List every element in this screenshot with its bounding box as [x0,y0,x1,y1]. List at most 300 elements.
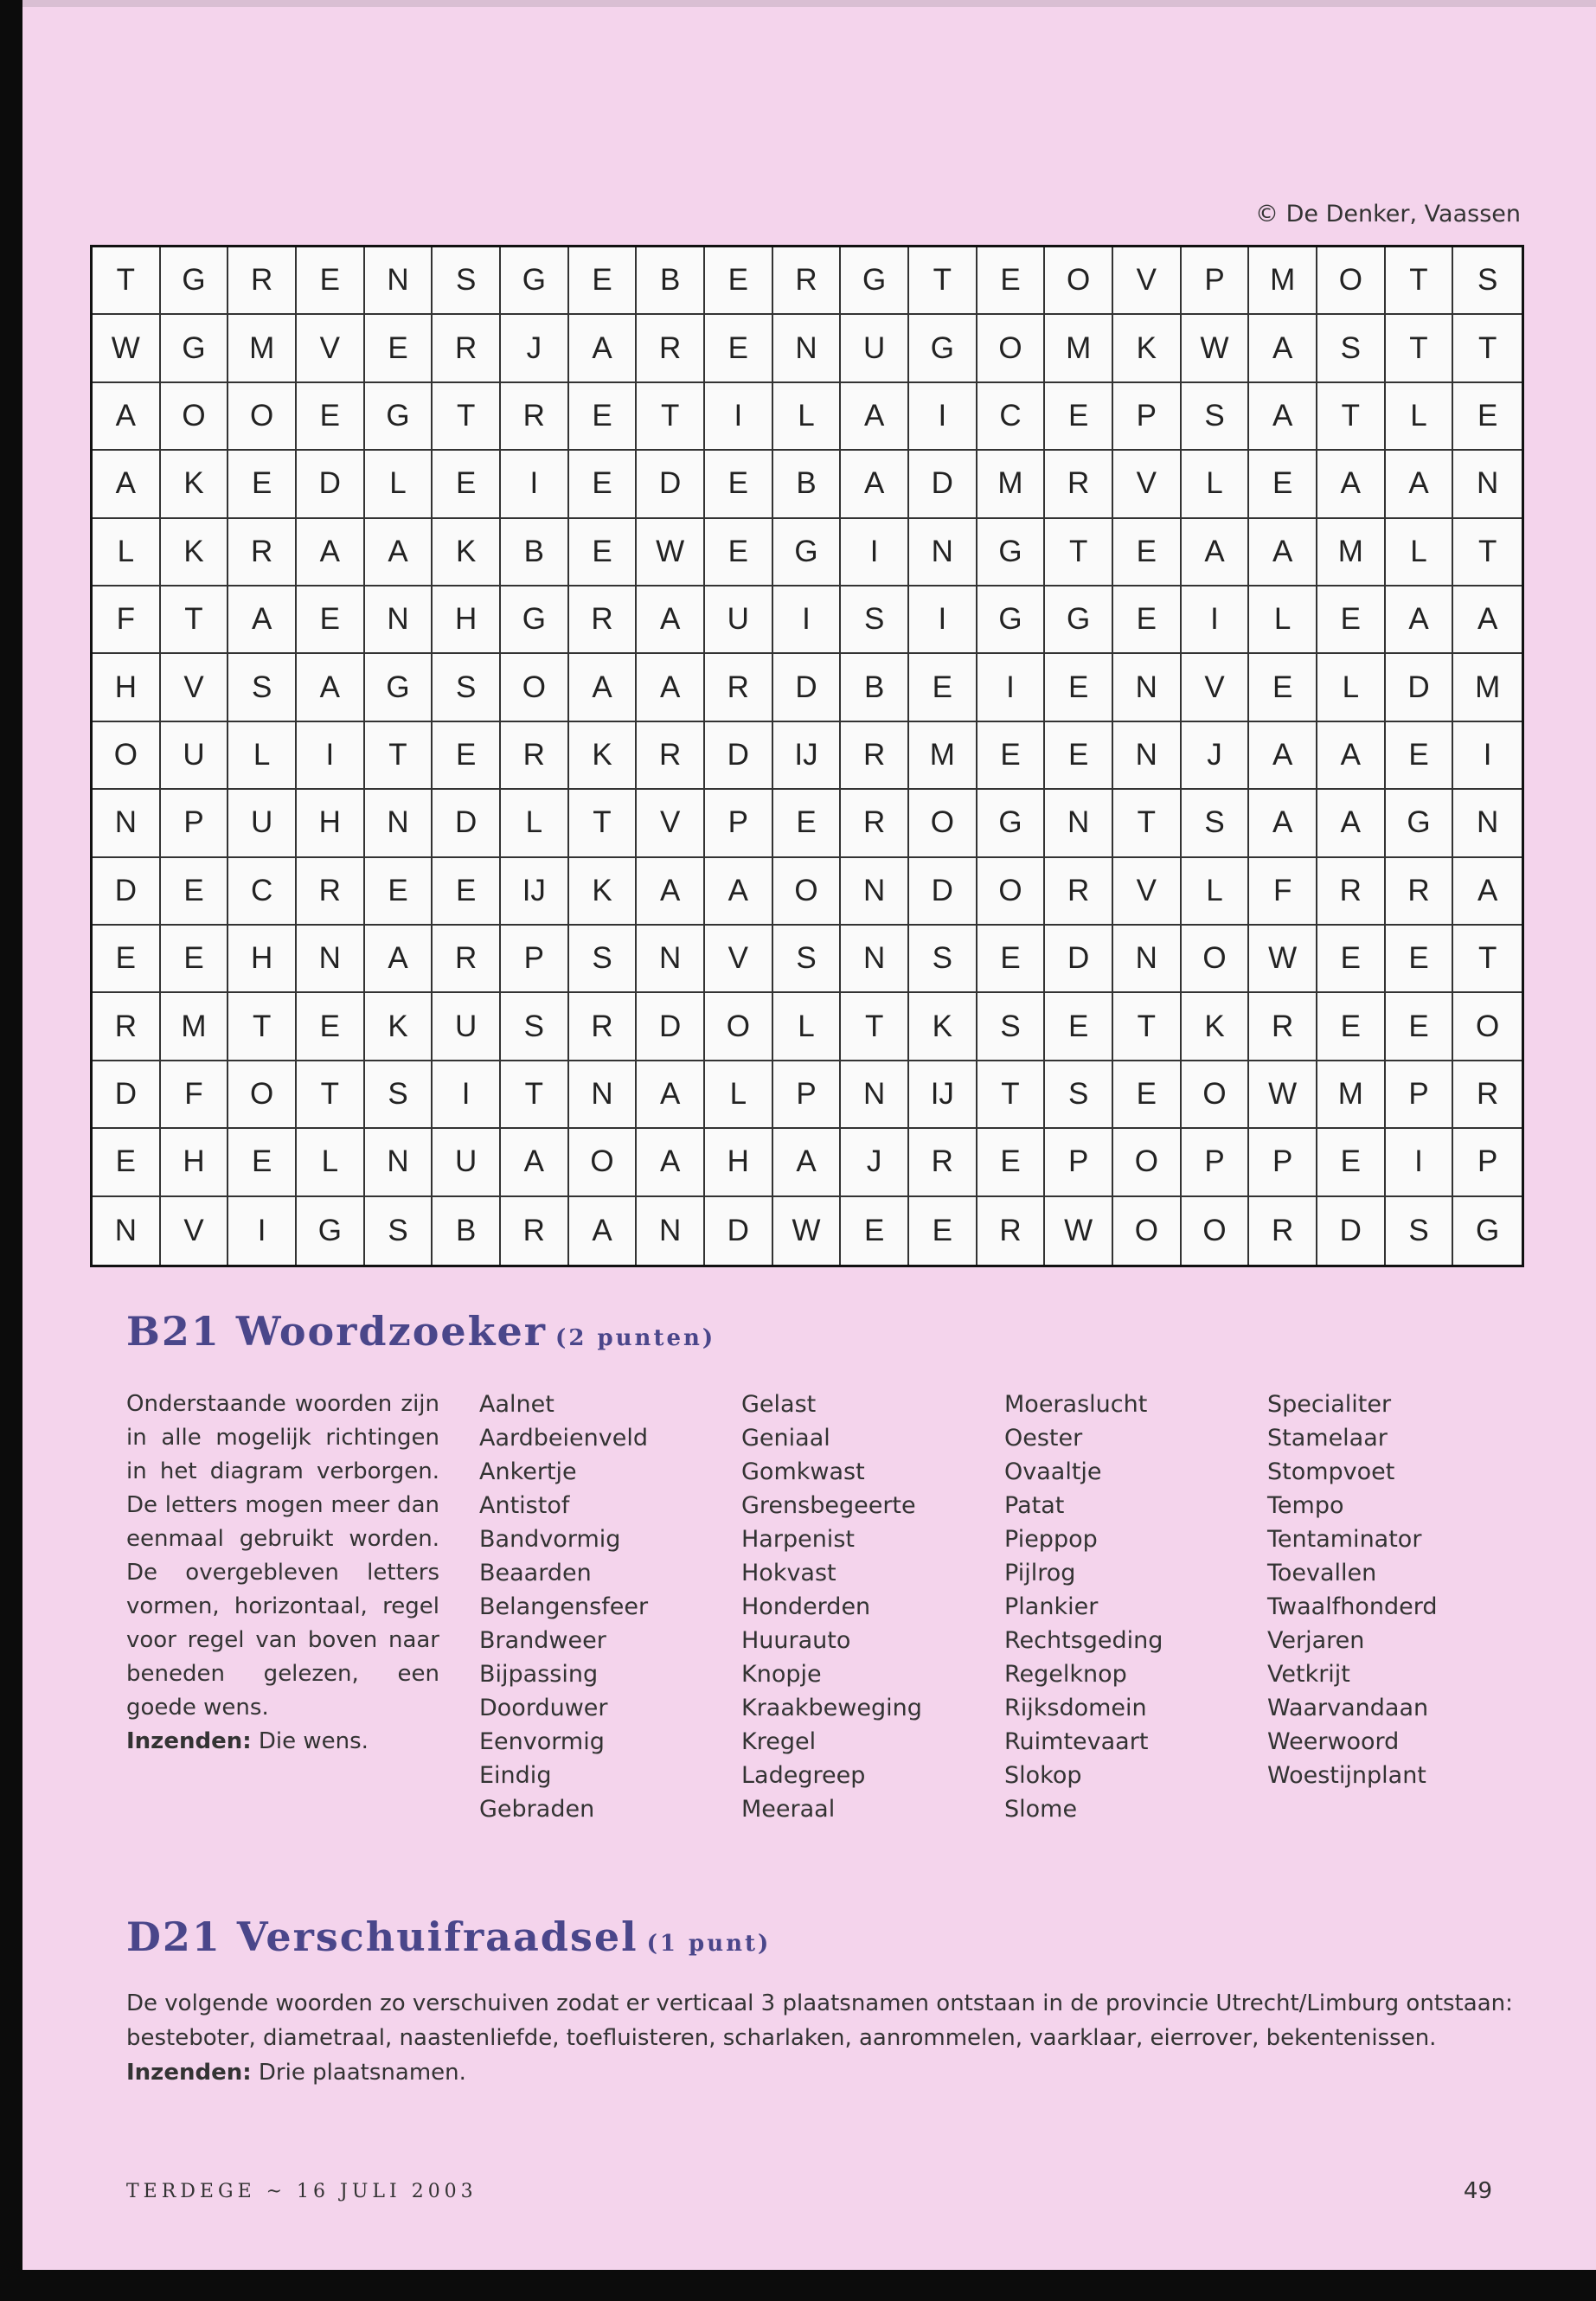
grid-cell: E [1386,722,1454,790]
grid-cell: R [705,654,773,721]
grid-cell: T [841,993,909,1061]
grid-cell: S [365,1061,433,1129]
grid-cell: A [365,926,433,993]
grid-cell: A [841,451,909,518]
b21-instructions [126,1388,439,1759]
grid-cell: O [773,858,842,926]
grid-cell: J [501,315,569,382]
grid-cell: T [1453,315,1522,382]
grid-cell: S [773,926,842,993]
grid-cell: K [161,451,229,518]
grid-cell: O [1113,1129,1182,1196]
grid-cell: P [501,926,569,993]
grid-cell: R [1386,858,1454,926]
grid-cell: E [569,519,638,586]
grid-cell: N [1113,926,1182,993]
grid-cell: D [909,858,977,926]
grid-cell: G [977,519,1046,586]
grid-cell: I [1386,1129,1454,1196]
word-list-item: Twaalfhonderd [1267,1593,1438,1620]
grid-cell: D [1386,654,1454,721]
grid-cell: O [161,383,229,451]
grid-cell: R [433,926,501,993]
grid-cell: N [841,926,909,993]
grid-cell: W [773,1197,842,1265]
grid-cell: T [1113,790,1182,857]
scan-edge-top [22,0,1596,7]
grid-cell: G [1476,1213,1500,1247]
word-list-item: Patat [1004,1492,1065,1519]
grid-cell: E [977,247,1046,315]
grid-cell: O [1182,1197,1250,1265]
grid-cell: L [705,1061,773,1129]
grid-cell: S [909,926,977,993]
grid-cell: A [501,1129,569,1196]
grid-cell: K [161,519,229,586]
word-list-item: Woestijnplant [1267,1762,1426,1789]
grid-cell: I [841,519,909,586]
grid-cell: E [977,1129,1046,1196]
grid-cell: I [909,586,977,654]
grid-cell: E [977,722,1046,790]
grid-cell: K [569,722,638,790]
grid-cell: N [1113,654,1182,721]
word-list-item: Plankier [1004,1593,1099,1620]
grid-cell: V [161,654,229,721]
grid-cell: E [1386,993,1454,1061]
grid-cell: A [1317,722,1386,790]
grid-cell: E [1113,519,1182,586]
grid-cell: T [93,247,161,315]
grid-cell: B [773,451,842,518]
grid-cell: IJ [773,722,842,790]
word-list-item: Bandvormig [479,1526,621,1553]
grid-cell: R [501,1197,569,1265]
grid-cell: S [501,993,569,1061]
grid-cell: R [501,722,569,790]
word-list-item: Stamelaar [1267,1425,1388,1452]
grid-cell: T [1317,383,1386,451]
grid-cell: P [1453,1129,1522,1196]
grid-cell: A [705,858,773,926]
grid-cell: E [909,654,977,721]
grid-cell: U [705,586,773,654]
grid-cell: F [1249,858,1317,926]
grid-cell: E [228,451,297,518]
grid-cell: E [1045,722,1113,790]
grid-cell: B [637,247,705,315]
grid-cell: E [1113,586,1182,654]
grid-cell: D [637,451,705,518]
grid-cell: G [977,790,1046,857]
word-list-column-2 [741,1388,922,1826]
grid-cell: P [1249,1129,1317,1196]
grid-cell: E [569,451,638,518]
grid-cell: T [501,1061,569,1129]
word-list-item: Belangensfeer [479,1593,649,1620]
grid-cell: I [1453,722,1522,790]
grid-cell: E [1317,586,1386,654]
grid-cell: A [1453,858,1522,926]
grid-cell: T [1386,315,1454,382]
grid-cell: N [297,926,365,993]
grid-cell: E [1249,654,1317,721]
grid-cell: L [228,722,297,790]
grid-cell: T [1113,993,1182,1061]
grid-cell: T [569,790,638,857]
grid-cell: K [433,519,501,586]
grid-cell: W [1182,315,1250,382]
grid-cell: A [1249,722,1317,790]
grid-cell: D [637,993,705,1061]
d21-submit-text: Drie plaatsnamen. [251,2060,466,2086]
grid-cell: O [228,383,297,451]
grid-cell: A [569,315,638,382]
d21-heading [126,1913,771,1960]
grid-cell: E [161,926,229,993]
grid-cell: R [569,586,638,654]
grid-cell: R [1045,451,1113,518]
grid-cell: M [1317,1061,1386,1129]
grid-cell: E [909,1197,977,1265]
grid-cell: R [841,722,909,790]
grid-cell: A [637,858,705,926]
word-list-item: Knopje [741,1661,822,1688]
grid-cell: B [433,1197,501,1265]
grid-cell: K [1113,315,1182,382]
grid-cell: W [1249,1061,1317,1129]
page-number: 49 [1463,2178,1492,2204]
b21-submit-label: Inzenden: [126,1728,252,1754]
grid-cell: G [841,247,909,315]
grid-cell: A [228,586,297,654]
grid-cell: N [1453,790,1522,857]
grid-cell: H [297,790,365,857]
grid-cell: E [705,519,773,586]
grid-cell: I [501,451,569,518]
grid-cell: L [1386,519,1454,586]
grid-cell: P [1113,383,1182,451]
word-list-item: Gebraden [479,1796,595,1823]
grid-cell: N [365,586,433,654]
grid-cell: R [977,1197,1046,1265]
word-list-item: Meeraal [741,1796,836,1823]
grid-cell: T [637,383,705,451]
grid-cell: N [93,1197,161,1265]
word-list-item: Kraakbeweging [741,1695,922,1721]
b21-title: B21 Woordzoeker [126,1308,548,1355]
grid-cell: U [161,722,229,790]
grid-cell: O [1182,1061,1250,1129]
grid-cell: N [841,858,909,926]
grid-cell: A [637,654,705,721]
grid-cell: K [1182,993,1250,1061]
grid-cell: A [637,1129,705,1196]
grid-cell: V [705,926,773,993]
grid-cell: T [1386,247,1454,315]
grid-cell: E [977,926,1046,993]
grid-cell: A [637,586,705,654]
word-list-item: Stompvoet [1267,1458,1395,1485]
word-list-item: Waarvandaan [1267,1695,1429,1721]
grid-cell: A [1386,451,1454,518]
grid-cell: V [1182,654,1250,721]
grid-cell: E [705,315,773,382]
word-list-item: Ladegreep [741,1762,866,1789]
grid-cell: W [1045,1197,1113,1265]
word-list-item: Ruimtevaart [1004,1728,1149,1755]
grid-cell: L [773,383,842,451]
word-list-item: Specialiter [1267,1391,1392,1418]
grid-cell: I [1182,586,1250,654]
word-list-item: Doorduwer [479,1695,608,1721]
grid-cell: L [1317,654,1386,721]
grid-cell: A [1386,586,1454,654]
grid-cell: D [1317,1197,1386,1265]
grid-cell: T [365,722,433,790]
grid-cell: T [1453,519,1522,586]
grid-cell: M [228,315,297,382]
word-list-item: Beaarden [479,1560,592,1586]
grid-cell: U [433,1129,501,1196]
grid-cell: T [909,247,977,315]
grid-cell: E [1045,993,1113,1061]
grid-cell: O [1453,993,1522,1061]
grid-cell: L [773,993,842,1061]
grid-cell: D [93,1061,161,1129]
grid-cell: D [909,451,977,518]
grid-cell: E [297,586,365,654]
word-list-item: Honderden [741,1593,871,1620]
grid-cell: S [841,586,909,654]
grid-cell: O [1045,247,1113,315]
grid-cell: D [705,722,773,790]
grid-cell: N [1045,790,1113,857]
grid-cell: E [1317,1129,1386,1196]
grid-cell: L [501,790,569,857]
word-list-item: Gelast [741,1391,817,1418]
grid-cell: N [93,790,161,857]
d21-line-2: besteboter, diametraal, naastenliefde, toefluisteren, scharlaken, aanrommelen, vaarklaar, eierrover, bekentenissen. [126,2025,1437,2051]
grid-cell: E [705,451,773,518]
grid-cell: O [977,858,1046,926]
grid-cell: D [1045,926,1113,993]
grid-cell: S [433,247,501,315]
grid-cell: H [705,1129,773,1196]
grid-cell: R [228,519,297,586]
grid-cell: W [637,519,705,586]
grid-cell: E [228,1129,297,1196]
grid-cell: E [1113,1061,1182,1129]
word-list-item: Pieppop [1004,1526,1098,1553]
grid-cell: S [228,654,297,721]
word-list-item: Eindig [479,1762,552,1789]
grid-cell: E [1453,383,1522,451]
grid-cell: G [365,654,433,721]
grid-cell: IJ [501,858,569,926]
grid-cell: C [228,858,297,926]
grid-cell: G [909,315,977,382]
grid-cell: T [433,383,501,451]
grid-cell: V [1113,858,1182,926]
word-list-item: Slome [1004,1796,1078,1823]
grid-cell: U [841,315,909,382]
grid-cell: M [1249,247,1317,315]
grid-cell: A [1249,383,1317,451]
grid-cell: T [1453,926,1522,993]
grid-cell: S [569,926,638,993]
b21-points: (2 punten) [555,1325,716,1351]
grid-cell: L [1386,383,1454,451]
grid-cell: B [501,519,569,586]
word-list-item: Kregel [741,1728,817,1755]
grid-cell: R [909,1129,977,1196]
d21-points: (1 punt) [646,1931,772,1957]
grid-cell: N [773,315,842,382]
grid-cell: A [1453,586,1522,654]
word-list-item: Gomkwast [741,1458,865,1485]
grid-cell: L [1182,451,1250,518]
b21-submit-text: Die wens. [251,1728,369,1754]
grid-cell: M [909,722,977,790]
word-search-grid [90,245,1524,1267]
grid-cell: E [1317,993,1386,1061]
word-list-item: Harpenist [741,1526,855,1553]
grid-cell: A [297,654,365,721]
grid-cell: T [161,586,229,654]
grid-cell: S [1453,247,1522,315]
d21-title: D21 Verschuifraadsel [126,1913,638,1960]
grid-cell: R [1249,993,1317,1061]
grid-cell: E [1045,383,1113,451]
grid-cell: D [297,451,365,518]
grid-cell: A [569,654,638,721]
grid-cell: E [1249,451,1317,518]
word-list-column-3 [1004,1388,1163,1826]
grid-cell: R [1317,858,1386,926]
grid-cell: E [93,1129,161,1196]
grid-cell: V [297,315,365,382]
grid-cell: S [1317,315,1386,382]
grid-cell: E [365,315,433,382]
grid-cell: A [93,383,161,451]
scan-edge-left [0,0,22,2301]
word-list-item: Tentaminator [1267,1526,1422,1553]
word-list-item: Aalnet [479,1391,554,1418]
grid-cell: A [569,1197,638,1265]
word-list-item: Antistof [479,1492,570,1519]
grid-cell: M [161,993,229,1061]
grid-cell: A [841,383,909,451]
grid-cell: H [161,1129,229,1196]
grid-cell: U [433,993,501,1061]
grid-cell: N [637,1197,705,1265]
grid-cell: A [773,1129,842,1196]
grid-cell: O [93,722,161,790]
grid-cell: R [637,722,705,790]
word-list-item: Geniaal [741,1425,830,1452]
grid-cell: S [1386,1197,1454,1265]
d21-line-1: De volgende woorden zo verschuiven zodat er verticaal 3 plaatsnamen ontstaan in de provincie Utrecht/Limburg ontstaan: [126,1990,1513,2016]
grid-cell: P [1386,1061,1454,1129]
grid-cell: N [365,790,433,857]
d21-submit-line [126,2055,1528,2090]
grid-cell: D [433,790,501,857]
b21-submit-line [126,1725,439,1759]
grid-cell: N [637,926,705,993]
word-list-item: Oester [1004,1425,1083,1452]
grid-cell: M [1453,654,1522,721]
grid-cell: G [365,383,433,451]
grid-cell: R [501,383,569,451]
grid-cell: N [365,1129,433,1196]
grid-cell: M [1317,519,1386,586]
grid-cell: V [1113,451,1182,518]
grid-cell: I [773,586,842,654]
grid-cell: R [1453,1061,1522,1129]
grid-cell: K [365,993,433,1061]
grid-cell: G [501,586,569,654]
word-list-item: Tempo [1267,1492,1344,1519]
scan-edge-bottom [0,2270,1596,2301]
grid-cell: E [93,926,161,993]
grid-cell: E [1317,926,1386,993]
grid-cell: T [977,1061,1046,1129]
grid-cell: G [297,1197,365,1265]
grid-cell: E [569,247,638,315]
grid-cell: A [297,519,365,586]
grid-cell: K [909,993,977,1061]
word-list-item: Verjaren [1267,1627,1365,1654]
grid-cell: I [297,722,365,790]
grid-cell: L [1249,586,1317,654]
grid-cell: G [1045,586,1113,654]
word-list-item: Huurauto [741,1627,851,1654]
word-list-item: Bijpassing [479,1661,599,1688]
word-list-item: Grensbegeerte [741,1492,916,1519]
grid-cell: G [1386,790,1454,857]
word-list-column-1 [479,1388,648,1826]
word-list-item: Rechtsgeding [1004,1627,1163,1654]
grid-cell: T [228,993,297,1061]
word-list-item: Rijksdomein [1004,1695,1147,1721]
grid-cell: P [1182,1129,1250,1196]
grid-cell: N [1453,451,1522,518]
grid-cell: G [773,519,842,586]
credit-line: © De Denker, Vaassen [1255,201,1521,228]
grid-cell: F [93,586,161,654]
grid-cell: C [977,383,1046,451]
grid-cell: P [705,790,773,857]
grid-cell: S [1182,383,1250,451]
word-list-item: Moeraslucht [1004,1391,1148,1418]
grid-cell: E [569,383,638,451]
grid-cell: R [637,315,705,382]
grid-cell: T [297,1061,365,1129]
word-list-item: Brandweer [479,1627,606,1654]
grid-cell: N [909,519,977,586]
grid-cell: V [1113,247,1182,315]
grid-cell: O [501,654,569,721]
grid-cell: A [93,451,161,518]
grid-cell: L [365,451,433,518]
grid-cell: W [93,315,161,382]
grid-cell: P [1045,1129,1113,1196]
grid-cell: A [1249,790,1317,857]
grid-cell: S [977,993,1046,1061]
grid-cell: S [1182,790,1250,857]
grid-cell: O [228,1061,297,1129]
